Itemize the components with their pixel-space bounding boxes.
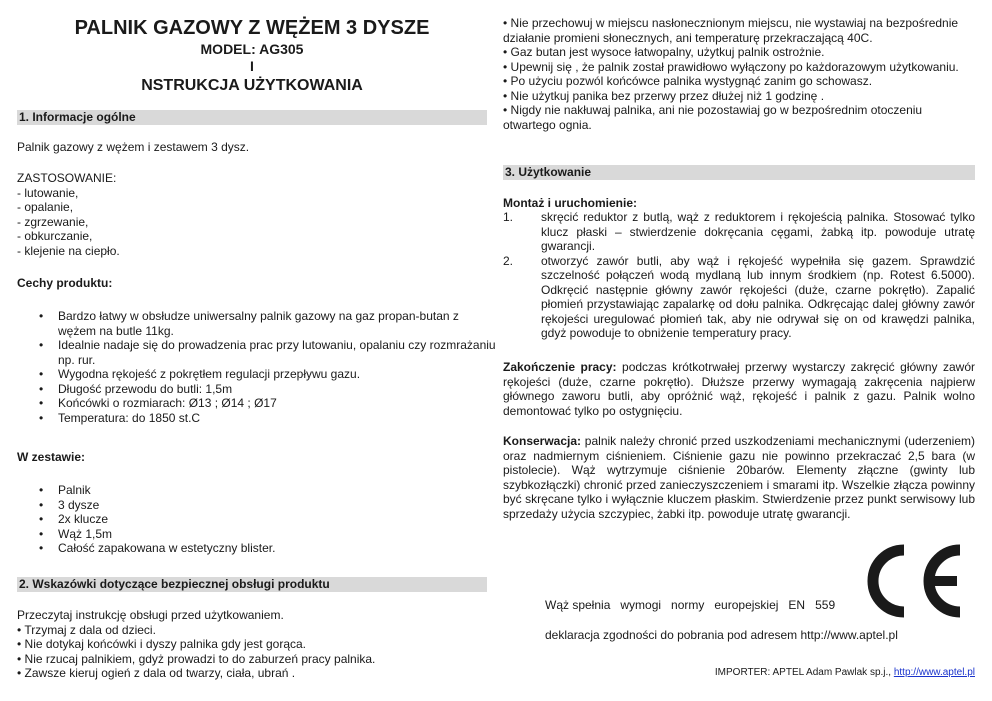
kit-item: • Całość zapakowana w estetyczny blister. <box>58 541 498 556</box>
feature-item: • Końcówki o rozmiarach: Ø13 ; Ø14 ; Ø17 <box>58 396 498 411</box>
step-number: 2. <box>503 253 514 268</box>
title-separator: I <box>250 58 254 74</box>
kit-item: • Wąż 1,5m <box>58 527 498 542</box>
usage-item: - lutowanie, <box>17 185 79 200</box>
section-3-heading: 3. Użytkowanie <box>503 165 975 180</box>
safety-item: • Nigdy nie nakłuwaj palnika, ani nie pozostawiaj go w bezpośrednim otoczeniu otwartego ognia. <box>503 103 923 132</box>
usage-block <box>17 171 120 258</box>
feature-item: • Wygodna rękojeść z pokrętłem regulacji przepływu gazu. <box>58 367 498 382</box>
care-label: Konserwacja: <box>503 434 582 448</box>
step-number: 1. <box>503 210 514 224</box>
feature-item: • Temperatura: do 1850 st.C <box>58 411 498 426</box>
safety-continued <box>503 16 975 132</box>
section-1-intro: Palnik gazowy z wężem i zestawem 3 dysz. <box>17 140 250 154</box>
safety-item: • Nie przechowuj w miejscu nasłonecznionym miejscu, nie wystawiaj na bezpośrednie działanie promieni słonecznych, ani temperaturę przekraczającą 40C. <box>503 16 959 45</box>
usage-label: ZASTOSOWANIE: <box>17 171 117 185</box>
document-title: PALNIK GAZOWY Z WĘŻEM 3 DYSZE <box>74 17 430 39</box>
importer-line <box>715 667 975 679</box>
safety-item: • Upewnij się , że palnik został prawidłowo wyłączony po każdorazowym użytkowaniu. <box>503 59 959 74</box>
safety-block <box>17 608 487 681</box>
safety-item: • Trzymaj z dala od dzieci. <box>17 622 156 637</box>
declaration-note: deklaracja zgodności do pobrania pod adresem http://www.aptel.pl <box>545 628 898 642</box>
safety-intro: Przeczytaj instrukcję obsługi przed użytkowaniem. <box>17 608 284 622</box>
usage-item: - opalanie, <box>17 200 74 214</box>
kit-list <box>17 483 498 556</box>
kit-label: W zestawie: <box>17 450 86 464</box>
ce-mark-icon <box>859 544 965 618</box>
end-label: Zakończenie pracy: <box>503 360 617 374</box>
safety-item: • Gaz butan jest wysoce łatwopalny, użytkuj palnik ostrożnie. <box>503 45 825 59</box>
model-number: MODEL: AG305 <box>200 41 304 57</box>
kit-item: • Palnik <box>58 483 498 498</box>
care-text: palnik należy chronić przed uszkodzeniami mechanicznymi (uderzeniem) oraz nadmiernym ciśnieniem. Ciśnienie gazu nie powinno przekraczać 2,5 bara (w pistolecie). Wąż wytrzymuje ciśnienie 20barów. Elementy złączne (gwinty lub szybkozłączki) chronić przed zanieczyszczeniem i smarami itp. Wszelkie złącza powinny być skręcane tylko i wyłącznie kluczem płaskim. Stwierdzenie przez punkt serwisowy lub sprzedaży użycia szczypiec, żabki itp. powoduje utratę gwarancji. <box>503 434 975 521</box>
end-text: podczas krótkotrwałej przerwy wystarczy zakręcić główny zawór rękojeści (duże, czarne pokrętło). Dłuższe przerwy wymagają zakręcenia najpierw głównego zaworu butli, aby opróżnić wąż, rękojeść i palnik z gazu. Palnik wolno demontować tylko po ostygnięciu. <box>503 360 976 418</box>
mount-steps <box>503 210 975 341</box>
usage-item: - klejenie na ciepło. <box>17 243 120 258</box>
section-2-heading: 2. Wskazówki dotyczące bezpiecznej obsługi produktu <box>17 577 487 592</box>
kit-item: • 2x klucze <box>58 512 498 527</box>
usage-item: - zgrzewanie, <box>17 214 89 229</box>
importer-text: IMPORTER: APTEL Adam Pawlak sp.j., <box>714 667 894 678</box>
step-item <box>503 254 975 341</box>
usage-item: - obkurczanie, <box>17 229 93 243</box>
safety-item: • Zawsze kieruj ogień z dala od twarzy, ciała, ubrań . <box>17 666 296 680</box>
section-1-heading: 1. Informacje ogólne <box>17 110 487 125</box>
features-list <box>17 309 498 425</box>
feature-item: • Długość przewodu do butli: 1,5m <box>58 382 498 397</box>
maintenance-paragraph <box>503 434 975 521</box>
end-of-work-paragraph <box>503 360 975 418</box>
document-subtitle: NSTRUKCJA UŻYTKOWANIA <box>141 77 363 94</box>
safety-item: • Po użyciu pozwól końcówce palnika wystygnąć zanim go schowasz. <box>503 74 873 88</box>
step-text: skręcić reduktor z butlą, wąż z reduktorem i rękojeścią palnika. Stosować tylko klucz płaski – stwierdzenie dokręcania cęgami, żabką itp. powoduje utratę gwarancji. <box>541 210 975 253</box>
feature-item: • Bardzo łatwy w obsłudze uniwersalny palnik gazowy na gaz propan-butan z wężem na butle 11kg. <box>58 309 498 338</box>
step-text: otworzyć zawór butli, aby wąż i rękojeść wypełniła się gazem. Sprawdzić szczelność połączeń wodą mydlaną lub innym środkiem (np. Rotest 6.5000). Odkręcić następnie główny zawór rękojeści (duże, czarne pokrętło). Zapalić płomień przystawiając zapalarkę od dołu palnika. Odkręcając dalej główny zawór rękojeści uregulować płomień tak, aby nie odrywał się on od krawędzi palnika, gdyż powoduje to obniżenie temperatury pracy. <box>541 253 975 340</box>
features-label: Cechy produktu: <box>17 276 113 290</box>
feature-item: • Idealnie nadaje się do prowadzenia prac przy lutowaniu, opalaniu czy rozmrażaniu np. rur. <box>58 338 498 367</box>
safety-item: • Nie rzucaj palnikiem, gdyż prowadzi to do zaburzeń pracy palnika. <box>17 651 376 666</box>
step-item <box>503 210 975 254</box>
importer-link[interactable]: http://www.aptel.pl <box>893 667 975 678</box>
norm-statement: Wąż spełnia wymogi normy europejskiej EN 559 <box>545 598 836 612</box>
safety-item: • Nie dotykaj końcówki i dyszy palnika gdy jest gorąca. <box>17 637 307 651</box>
kit-item: • 3 dysze <box>58 498 498 513</box>
mount-label: Montaż i uruchomienie: <box>503 196 638 210</box>
safety-item: • Nie użytkuj panika bez przerwy przez dłużej niż 1 godzinę . <box>503 88 825 103</box>
